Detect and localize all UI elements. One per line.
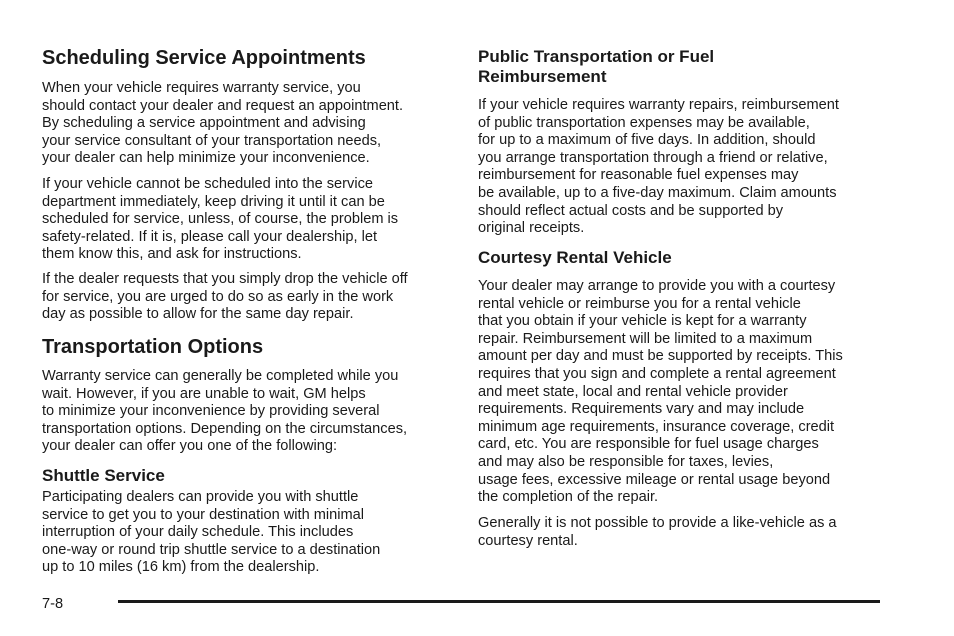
text-line: usage fees, excessive mileage or rental usage beyond: [478, 471, 831, 488]
text-line: Warranty service can generally be completed while you: [42, 368, 399, 384]
text-line: your dealer can offer you one of the following:: [42, 438, 338, 455]
paragraph-courtesy-rental-2: [478, 515, 837, 550]
text-line: repair. Reimbursement will be limited to a maximum: [478, 330, 813, 347]
text-line: card, etc. You are responsible for fuel usage charges: [478, 436, 819, 453]
heading-scheduling-service-appointments: Scheduling Service Appointments: [42, 47, 366, 69]
text-line: to minimize your inconvenience by providing several: [42, 403, 380, 420]
text-line: the completion of the repair.: [478, 489, 659, 506]
heading-public-transportation-fuel-reimbursement: [478, 47, 714, 87]
text-line: By scheduling a service appointment and advising: [42, 115, 366, 132]
paragraph-courtesy-rental-1: [478, 278, 843, 507]
text-line: department immediately, keep driving it until it can be: [42, 193, 385, 210]
text-line: courtesy rental.: [478, 532, 578, 549]
page-number: 7-8: [42, 596, 64, 612]
text-line: your dealer can help minimize your inconvenience.: [42, 150, 370, 167]
text-line: that you obtain if your vehicle is kept for a warranty: [478, 313, 807, 330]
paragraph-scheduling-3: [42, 271, 408, 324]
text-line: If your vehicle cannot be scheduled into the service: [42, 176, 373, 192]
text-line: should contact your dealer and request an appointment.: [42, 97, 404, 114]
text-line: Generally it is not possible to provide a like-vehicle as a: [478, 515, 837, 531]
text-line: wait. However, if you are unable to wait, GM helps: [42, 385, 366, 402]
text-line: Participating dealers can provide you with shuttle: [42, 489, 359, 505]
text-line: When your vehicle requires warranty service, you: [42, 80, 361, 96]
text-line: for up to a maximum of five days. In addition, should: [478, 132, 816, 149]
text-line: them know this, and ask for instructions.: [42, 246, 302, 263]
heading-transportation-options: Transportation Options: [42, 336, 264, 358]
text-line: minimum age requirements, insurance coverage, credit: [478, 418, 835, 435]
footer-rule: [118, 600, 880, 603]
text-line: you arrange transportation through a friend or relative,: [478, 149, 828, 166]
text-line: one-way or round trip shuttle service to a destination: [42, 541, 381, 558]
heading-courtesy-rental-vehicle: Courtesy Rental Vehicle: [478, 248, 672, 267]
text-line: requirements. Requirements vary and may include: [478, 401, 805, 418]
text-line: original receipts.: [478, 220, 585, 237]
text-line: requires that you sign and complete a rental agreement: [478, 365, 836, 382]
heading-shuttle-service: Shuttle Service: [42, 466, 165, 485]
paragraph-scheduling-2: [42, 176, 398, 264]
paragraph-public-transportation: [478, 97, 839, 238]
text-line: be available, up to a five-day maximum. Claim amounts: [478, 184, 837, 201]
text-line: of public transportation expenses may be available,: [478, 114, 810, 131]
text-line: up to 10 miles (16 km) from the dealership.: [42, 559, 320, 576]
text-line: interruption of your daily schedule. This includes: [42, 524, 354, 541]
text-line: day as possible to allow for the same day repair.: [42, 306, 354, 323]
text-line: should reflect actual costs and be supported by: [478, 202, 784, 219]
text-line: safety-related. If it is, please call your dealership, let: [42, 228, 378, 245]
text-line: for service, you are urged to do so as early in the work: [42, 288, 394, 305]
text-line: reimbursement for reasonable fuel expenses may: [478, 167, 799, 184]
paragraph-shuttle-service: [42, 489, 380, 577]
text-line: If the dealer requests that you simply drop the vehicle off: [42, 271, 408, 287]
text-line: scheduled for service, unless, of course, the problem is: [42, 211, 399, 228]
text-line: and meet state, local and rental vehicle provider: [478, 383, 788, 400]
text-line: service to get you to your destination with minimal: [42, 506, 365, 523]
text-line: Reimbursement: [478, 67, 607, 86]
text-line: your service consultant of your transportation needs,: [42, 132, 382, 149]
text-line: Your dealer may arrange to provide you with a courtesy: [478, 278, 836, 294]
text-line: transportation options. Depending on the circumstances,: [42, 420, 408, 437]
text-line: rental vehicle or reimburse you for a rental vehicle: [478, 295, 801, 312]
paragraph-transportation-options: [42, 368, 407, 456]
paragraph-scheduling-1: [42, 80, 403, 168]
text-line: Public Transportation or Fuel: [478, 47, 715, 66]
text-line: and may also be responsible for taxes, levies,: [478, 453, 774, 470]
text-line: If your vehicle requires warranty repairs, reimbursement: [478, 97, 839, 113]
text-line: amount per day and must be supported by receipts. This: [478, 348, 843, 365]
